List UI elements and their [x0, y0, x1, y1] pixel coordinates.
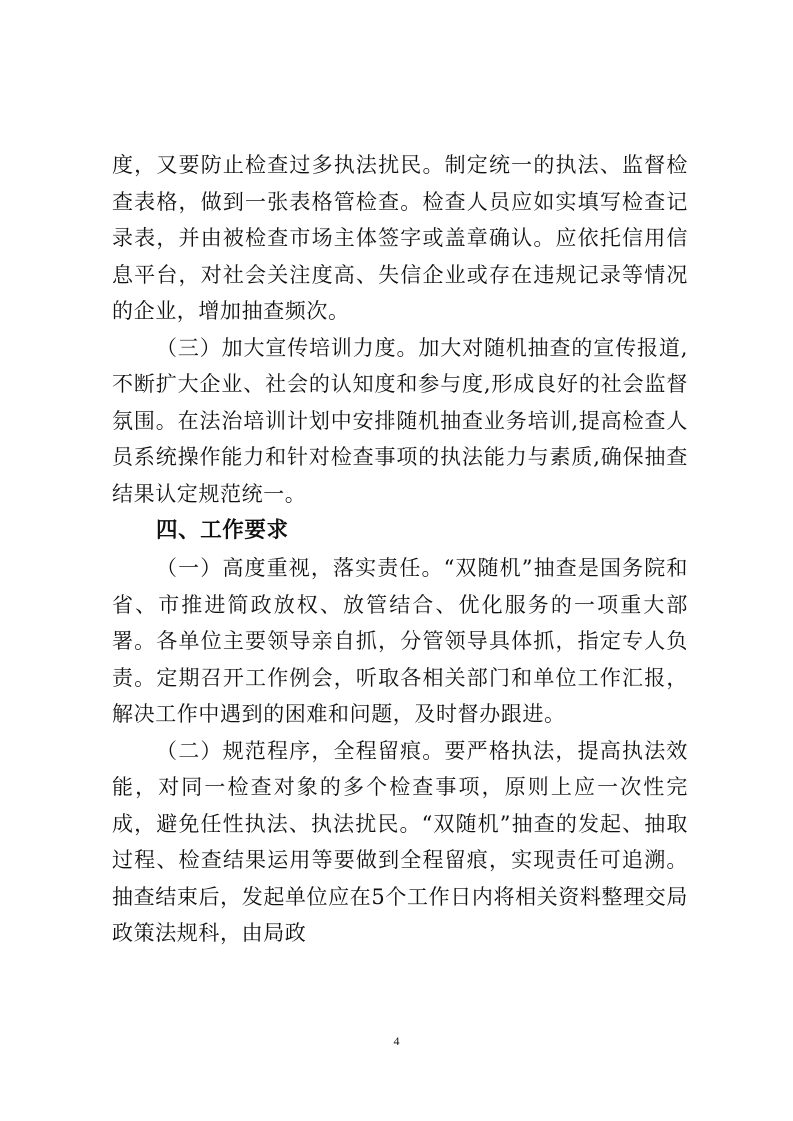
page-number: 4	[393, 1034, 400, 1048]
paragraph-attach-importance: （一）高度重视，落实责任。“双随机”抽查是国务院和省、市推进简政放权、放管结合、优化服务的一项重大部署。各单位主要领导亲自抓，分管领导具体抓，指定专人负责。定期召开工作例会，听取各相关部门和单位工作汇报，解决工作中遇到的困难和问题，及时督办跟进。	[112, 556, 688, 726]
document-body	[112, 147, 688, 952]
paragraph-publicity-training: （三）加大宣传培训力度。加大对随机抽查的宣传报道,不断扩大企业、社会的认知度和参与度,形成良好的社会监督氛围。在法治培训计划中安排随机抽查业务培训,提高检查人员系统操作能力和针对检查事项的执法能力与素质,确保抽查结果认定规范统一。	[112, 335, 688, 506]
paragraph-standardize-procedures: （二）规范程序，全程留痕。要严格执法，提高执法效能，对同一检查对象的多个检查事项，原则上应一次性完成，避免任性执法、执法扰民。“双随机”抽查的发起、抽取过程、检查结果运用等要做到全程留痕，实现责任可追溯。抽查结束后，发起单位应在5个工作日内将相关资料整理交局政策法规科，由局政	[112, 738, 688, 945]
section-heading-work-requirements: 四、工作要求	[156, 518, 289, 543]
paragraph-continuation: 度，又要防止检查过多执法扰民。制定统一的执法、监督检查表格，做到一张表格管检查。检查人员应如实填写检查记录表，并由被检查市场主体签字或盖章确认。应依托信用信息平台，对社会关注度高、失信企业或存在违规记录等情况的企业，增加抽查频次。	[112, 153, 688, 323]
